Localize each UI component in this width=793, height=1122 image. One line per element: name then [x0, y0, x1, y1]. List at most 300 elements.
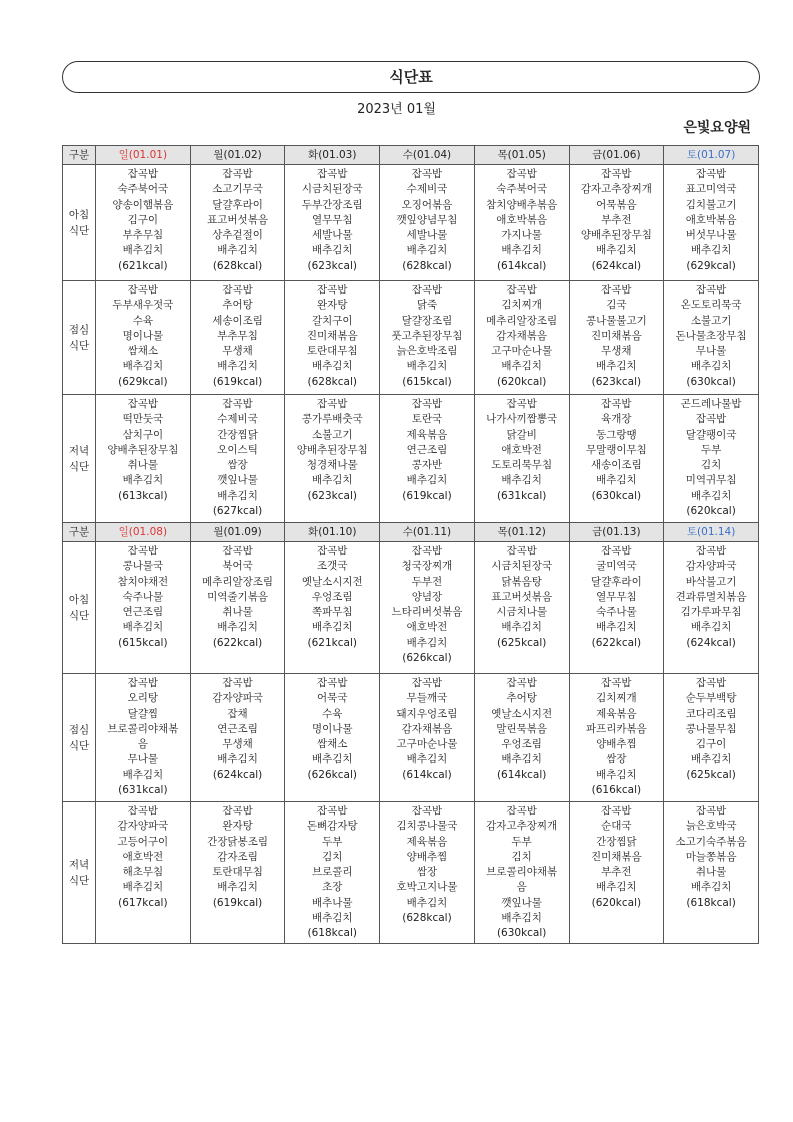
menu-item: 잡곡밥 [601, 284, 632, 296]
menu-item: (619kcal) [212, 896, 263, 909]
day-header: 화(01.03) [285, 146, 380, 165]
menu-item: 취나물 [695, 866, 727, 879]
menu-cell [664, 802, 759, 944]
day-header: 수(01.04) [380, 146, 475, 165]
menu-item: 우엉조림 [501, 738, 542, 751]
menu-cell [285, 165, 380, 281]
menu-item: 달걀장조림 [401, 314, 453, 327]
menu-item: 김치찌개 [501, 299, 542, 312]
menu-item: 부추전 [601, 866, 632, 879]
menu-item: (625kcal) [686, 768, 736, 781]
meal-label-line: 저녁 [68, 859, 90, 871]
menu-cell [474, 281, 569, 395]
menu-item: 달걀후라이 [212, 198, 263, 211]
menu-item: 애호박전 [406, 621, 448, 634]
menu-item: 완자탕 [317, 299, 348, 312]
menu-item: 연근조림 [217, 722, 258, 735]
menu-item: 잡곡밥 [695, 677, 727, 689]
menu-item: 시금치된장국 [301, 183, 363, 196]
menu-item: 무생채 [601, 345, 632, 358]
menu-item: 연근조림 [122, 606, 164, 619]
menu-item: 닭볶음탕 [501, 575, 542, 588]
meal-row [63, 281, 759, 395]
menu-item: 배추김치 [122, 360, 164, 373]
menu-item: (630kcal) [496, 927, 547, 940]
menu-item: 쌈채소 [317, 738, 348, 751]
menu-cell [96, 802, 191, 944]
menu-item: 깻잎양념무침 [396, 213, 458, 226]
menu-item: 김국 [606, 299, 627, 312]
menu-item: 우엉조림 [311, 590, 353, 603]
menu-item: (624kcal) [212, 768, 263, 781]
menu-item: (630kcal) [591, 489, 642, 502]
menu-item: 고구마순나물 [396, 738, 458, 751]
menu-item: (617kcal) [118, 896, 168, 909]
menu-item: 부추무침 [217, 329, 258, 342]
menu-item: 부추전 [601, 213, 632, 226]
menu-item: (623kcal) [591, 375, 642, 388]
menu-item: 잡곡밥 [695, 168, 727, 180]
menu-item: 잡곡밥 [222, 677, 253, 689]
menu-item: 잡곡밥 [411, 398, 443, 410]
menu-item: 잡곡밥 [411, 677, 443, 689]
menu-item: 애호박전 [122, 850, 164, 863]
menu-item: 닭갈비 [506, 428, 537, 441]
menu-item: 토란대무침 [306, 345, 358, 358]
menu-item: 배추김치 [690, 360, 732, 373]
meal-plan-table [62, 145, 759, 944]
menu-item: 수제비국 [406, 183, 448, 196]
menu-item: (623kcal) [307, 259, 357, 272]
menu-item: (620kcal) [591, 896, 642, 909]
menu-item: 배추김치 [217, 753, 258, 766]
menu-item: 초장 [322, 881, 343, 894]
menu-item: 감자양파국 [212, 692, 263, 705]
meal-label-line: 식단 [68, 610, 90, 622]
menu-item: (631kcal) [496, 489, 547, 502]
menu-item: 북어국 [222, 560, 253, 573]
menu-item: 감자채볶음 [496, 329, 548, 342]
menu-item: 잡곡밥 [317, 545, 348, 557]
menu-item: 배추김치 [311, 474, 353, 487]
menu-cell [569, 802, 664, 944]
menu-cell [474, 674, 569, 802]
menu-item: (613kcal) [118, 489, 168, 502]
menu-cell [190, 802, 285, 944]
menu-item: (614kcal) [402, 768, 452, 781]
menu-cell [664, 674, 759, 802]
menu-item: 배추김치 [690, 489, 732, 502]
menu-item: 애호박볶음 [685, 213, 737, 226]
menu-item: 배추김치 [122, 768, 164, 781]
menu-item: 갈치구이 [311, 314, 353, 327]
menu-item: (620kcal) [686, 505, 736, 518]
menu-item: 잡곡밥 [695, 413, 727, 426]
menu-item: 추어탕 [222, 299, 253, 312]
menu-item: (629kcal) [686, 259, 736, 272]
menu-item: 감자고추장찌개 [580, 183, 652, 196]
category-header: 구분 [63, 146, 96, 165]
menu-item: 세발나물 [311, 229, 353, 242]
day-header: 화(01.10) [285, 523, 380, 542]
menu-item: 브로콜리야채볶 [486, 866, 558, 879]
menu-item: 잡곡밥 [317, 677, 348, 689]
menu-item: 달걀후라이 [591, 575, 642, 588]
menu-item: (622kcal) [212, 636, 263, 649]
menu-item: 배추김치 [217, 621, 258, 634]
menu-item: 취나물 [222, 606, 253, 619]
menu-item: 옛날소시지전 [301, 575, 363, 588]
menu-item: 숙주나물 [122, 590, 164, 603]
menu-item: 열무무침 [596, 590, 637, 603]
menu-item: 동그랑땡 [596, 428, 637, 441]
menu-item: 참치야채전 [117, 575, 169, 588]
menu-item: 미역줄기볶음 [207, 590, 268, 603]
menu-item: 쌈장 [227, 459, 248, 472]
menu-item: 명이나물 [122, 329, 164, 342]
menu-item: 잡곡밥 [506, 545, 537, 557]
menu-item: 브로콜리 [311, 866, 353, 879]
menu-item: (619kcal) [402, 489, 452, 502]
menu-item: (626kcal) [402, 652, 452, 665]
menu-item: 배추김치 [311, 360, 353, 373]
menu-cell [474, 542, 569, 674]
menu-item: 배추김치 [406, 244, 448, 257]
meal-label [63, 165, 96, 281]
menu-item: 배추김치 [501, 753, 542, 766]
menu-item: 오이스틱 [217, 443, 258, 456]
menu-item: (621kcal) [118, 259, 168, 272]
menu-item: 배추김치 [596, 881, 637, 894]
menu-item: 숙주북어국 [117, 183, 169, 196]
menu-item: 쌈장 [606, 753, 627, 766]
menu-item: 무말랭이무침 [585, 443, 647, 456]
menu-cell [380, 395, 475, 523]
menu-cell [190, 395, 285, 523]
meal-label-line: 점심 [68, 724, 90, 736]
menu-item: 두부 [511, 835, 532, 848]
menu-item: 순대국 [601, 820, 632, 833]
menu-item: 청경채나물 [306, 459, 358, 472]
meal-label-line: 점심 [68, 324, 90, 336]
menu-item: 김치 [322, 850, 343, 863]
menu-item: 무생채 [222, 738, 253, 751]
day-header-row [63, 146, 759, 165]
menu-item: 배추김치 [217, 489, 258, 502]
menu-cell [190, 542, 285, 674]
menu-item: 양배추찜 [596, 738, 637, 751]
menu-item: 두부간장조림 [301, 198, 363, 211]
menu-item: 잡곡밥 [222, 545, 253, 557]
menu-item: 마늘쫑볶음 [685, 850, 737, 863]
menu-item: 배추김치 [596, 360, 637, 373]
menu-item: 양배추된장무침 [296, 443, 368, 456]
month-label: 2023년 01월 [357, 102, 436, 117]
menu-item: 배추김치 [501, 621, 542, 634]
meal-row [63, 395, 759, 523]
menu-item: 잡곡밥 [127, 805, 159, 817]
category-header: 구분 [63, 523, 96, 542]
menu-item: 소불고기 [690, 314, 732, 327]
menu-item: (614kcal) [496, 768, 547, 781]
menu-item: 잡곡밥 [695, 805, 727, 817]
menu-item: 연근조림 [406, 443, 448, 456]
menu-item: 배추김치 [501, 244, 542, 257]
menu-item: 취나물 [127, 459, 159, 472]
menu-item: 배추김치 [406, 636, 448, 649]
menu-item: 감자양파국 [117, 820, 169, 833]
menu-item: 진미채볶음 [306, 329, 358, 342]
menu-item: 육개장 [601, 413, 632, 426]
menu-item: 김치콩나물국 [396, 820, 458, 833]
menu-item: 두부 [700, 443, 722, 456]
menu-item: 소고기숙주볶음 [675, 835, 747, 848]
menu-item: (618kcal) [307, 927, 357, 940]
menu-item: 잡곡밥 [317, 284, 348, 296]
menu-item: (628kcal) [402, 259, 452, 272]
menu-item: (628kcal) [212, 259, 263, 272]
meal-row [63, 542, 759, 674]
page-title: 식단표 [62, 61, 760, 93]
meal-label-line: 식단 [68, 461, 90, 473]
menu-item: 어묵볶음 [596, 198, 637, 211]
menu-item: 음 [137, 738, 148, 751]
menu-item: 굴미역국 [596, 560, 637, 573]
menu-item: 감자채볶음 [401, 722, 453, 735]
menu-item: 도토리묵무침 [491, 459, 553, 472]
menu-item: 쌈채소 [127, 345, 159, 358]
menu-item: 오징어볶음 [401, 198, 453, 211]
menu-item: 옛날소시지전 [491, 707, 553, 720]
menu-item: 쌈장 [416, 866, 438, 879]
menu-item: 깻잎나물 [217, 474, 258, 487]
menu-item: 온도토리묵국 [680, 299, 742, 312]
menu-item: 호박고지나물 [396, 881, 458, 894]
menu-item: 감자조림 [217, 850, 258, 863]
menu-item: 잡곡밥 [411, 805, 443, 817]
menu-item: 진미채볶음 [591, 850, 642, 863]
menu-item: 시금치나물 [496, 606, 548, 619]
menu-item: 수육 [132, 314, 153, 327]
meal-label-line: 식단 [68, 340, 90, 352]
menu-item: 잡곡밥 [506, 398, 537, 410]
menu-item: 잡곡밥 [127, 545, 159, 557]
menu-cell [380, 542, 475, 674]
menu-item: 수제비국 [217, 413, 258, 426]
menu-item: 돈뼈감자탕 [306, 820, 358, 833]
menu-cell [285, 802, 380, 944]
day-header-row [63, 523, 759, 542]
menu-item: (618kcal) [686, 896, 736, 909]
menu-item: 제육볶음 [596, 707, 637, 720]
menu-item: 잡곡밥 [127, 398, 159, 410]
menu-item: 잡곡밥 [601, 805, 632, 817]
meal-row [63, 674, 759, 802]
menu-item: 늙은호박조림 [396, 345, 458, 358]
menu-cell [380, 674, 475, 802]
menu-item: (621kcal) [307, 636, 357, 649]
menu-item: 잡곡밥 [506, 284, 537, 296]
menu-item: 배추김치 [311, 621, 353, 634]
menu-item: 배추김치 [690, 881, 732, 894]
menu-item: 세발나물 [406, 229, 448, 242]
menu-item: (624kcal) [686, 636, 736, 649]
menu-item: (616kcal) [591, 784, 642, 797]
menu-item: 부추무침 [122, 229, 164, 242]
menu-item: 배추김치 [501, 360, 542, 373]
menu-item: 오리탕 [127, 692, 159, 705]
menu-item: (628kcal) [307, 375, 357, 388]
meal-label-line: 아침 [68, 209, 90, 221]
menu-item: 견과류멸치볶음 [675, 590, 747, 603]
menu-cell [96, 542, 191, 674]
menu-item: 풋고추된장무침 [391, 329, 463, 342]
menu-item: 가지나물 [501, 229, 542, 242]
menu-item: 코다리조림 [685, 707, 737, 720]
menu-item: 두부 [322, 835, 343, 848]
menu-item: 닭죽 [416, 299, 438, 312]
menu-cell [380, 165, 475, 281]
menu-cell [380, 802, 475, 944]
menu-item: 배추김치 [596, 621, 637, 634]
menu-cell [285, 674, 380, 802]
menu-item: 잡곡밥 [411, 545, 443, 557]
menu-item: 늙은호박국 [685, 820, 737, 833]
menu-cell [474, 165, 569, 281]
menu-item: 두부전 [411, 575, 443, 588]
menu-item: 돈나물초장무침 [675, 329, 747, 342]
menu-cell [380, 281, 475, 395]
menu-item: 토란대무침 [212, 866, 263, 879]
menu-item: 배추김치 [217, 881, 258, 894]
menu-item: 양송이햄볶음 [112, 198, 174, 211]
menu-item: 메추리알장조림 [486, 314, 558, 327]
menu-item: (619kcal) [212, 375, 263, 388]
meal-label-line: 식단 [68, 740, 90, 752]
menu-item: 김치 [700, 459, 722, 472]
menu-item: 제육볶음 [406, 428, 448, 441]
menu-item: 떡만둣국 [122, 413, 164, 426]
menu-item: (631kcal) [118, 784, 168, 797]
menu-item: 참치양배추볶음 [486, 198, 558, 211]
menu-item: 수육 [322, 707, 343, 720]
menu-item: 양념장 [411, 590, 443, 603]
menu-item: 배추김치 [501, 474, 542, 487]
menu-item: (615kcal) [402, 375, 452, 388]
menu-item: 청국장찌개 [401, 560, 453, 573]
menu-item: 잡곡밥 [222, 168, 253, 180]
day-header: 금(01.06) [569, 146, 664, 165]
menu-item: 간장찜닭 [596, 835, 637, 848]
menu-item: 잡곡밥 [601, 545, 632, 557]
menu-item: 배추김치 [406, 474, 448, 487]
menu-cell [96, 281, 191, 395]
day-header: 목(01.12) [474, 523, 569, 542]
menu-item: 배추김치 [311, 244, 353, 257]
menu-item: 소불고기 [311, 428, 353, 441]
menu-item: 콩나물국 [122, 560, 164, 573]
menu-cell [664, 281, 759, 395]
organization-name: 은빛요양원 [683, 120, 751, 136]
meal-label-line: 아침 [68, 594, 90, 606]
menu-item: 잡곡밥 [506, 677, 537, 689]
menu-item: 느타리버섯볶음 [391, 606, 463, 619]
menu-cell [285, 281, 380, 395]
menu-item: 진미채볶음 [591, 329, 642, 342]
menu-item: 잡곡밥 [222, 805, 253, 817]
menu-cell [664, 165, 759, 281]
meal-label-line: 식단 [68, 225, 90, 237]
menu-item: 감자고추장찌개 [486, 820, 558, 833]
meal-label [63, 674, 96, 802]
menu-item: 쪽파무침 [311, 606, 353, 619]
menu-item: 표고미역국 [685, 183, 737, 196]
menu-item: 잡곡밥 [601, 677, 632, 689]
menu-item: 잡곡밥 [601, 398, 632, 410]
menu-item: 곤드레나물밥 [680, 398, 742, 410]
menu-item: 파프리카볶음 [585, 722, 647, 735]
day-header: 수(01.11) [380, 523, 475, 542]
menu-item: 배추김치 [406, 360, 448, 373]
menu-item: 돼지우엉조림 [396, 707, 458, 720]
menu-item: (623kcal) [307, 489, 357, 502]
menu-item: 잡곡밥 [127, 168, 159, 180]
menu-cell [96, 165, 191, 281]
menu-item: 콩가루배춧국 [301, 413, 363, 426]
menu-item: 잡곡밥 [127, 677, 159, 689]
menu-item: 고등어구이 [117, 835, 169, 848]
menu-item: 김구이 [127, 213, 159, 226]
menu-item: (628kcal) [402, 912, 452, 925]
menu-cell [96, 395, 191, 523]
meal-row [63, 802, 759, 944]
meal-label [63, 281, 96, 395]
menu-item: 제육볶음 [406, 835, 448, 848]
menu-item: 배추김치 [122, 244, 164, 257]
menu-item: 음 [516, 881, 527, 894]
menu-item: 잡곡밥 [601, 168, 632, 180]
menu-item: (615kcal) [118, 636, 168, 649]
menu-item: 소고기무국 [212, 183, 263, 196]
menu-item: (622kcal) [591, 636, 642, 649]
menu-item: 김구이 [695, 738, 727, 751]
menu-item: 시금치된장국 [491, 560, 553, 573]
menu-cell [190, 674, 285, 802]
day-header: 토(01.14) [664, 523, 759, 542]
menu-item: 배추김치 [217, 360, 258, 373]
menu-item: 잡곡밥 [695, 284, 727, 296]
menu-cell [190, 165, 285, 281]
menu-item: 열무무침 [311, 213, 353, 226]
menu-item: 배추김치 [596, 768, 637, 781]
menu-item: 미역귀무침 [685, 474, 737, 487]
menu-item: 양배추된장무침 [580, 229, 652, 242]
menu-cell [474, 802, 569, 944]
menu-item: (626kcal) [307, 768, 357, 781]
day-header: 토(01.07) [664, 146, 759, 165]
menu-item: 배추김치 [690, 621, 732, 634]
menu-item: (627kcal) [212, 505, 263, 518]
menu-item: 잡곡밥 [317, 168, 348, 180]
menu-cell [569, 674, 664, 802]
menu-item: 상추겉절이 [212, 229, 263, 242]
menu-item: 잡곡밥 [317, 398, 348, 410]
menu-item: 배추나물 [311, 896, 353, 909]
menu-cell [96, 674, 191, 802]
day-header: 일(01.08) [96, 523, 191, 542]
menu-item: 배추김치 [122, 474, 164, 487]
day-header: 목(01.05) [474, 146, 569, 165]
